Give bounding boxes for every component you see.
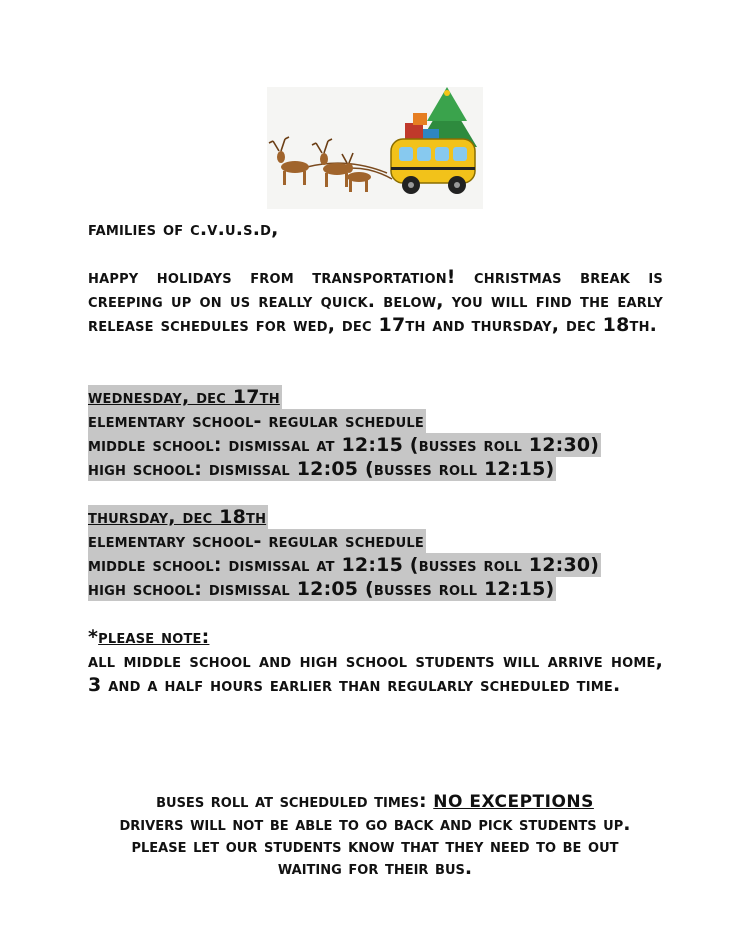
wednesday-schedule (88, 385, 663, 481)
wednesday-high: high school: dismissal 12:05 (busses roll 12:15) (88, 458, 555, 480)
thursday-middle: middle school: dismissal at 12:15 (busses roll 12:30) (88, 554, 600, 576)
wednesday-heading: wednesday, dec 17th (88, 386, 280, 408)
note-body: all middle school and high school students will arrive home, 3 and a half hours earlier than regularly scheduled time. (88, 650, 663, 696)
footer-notice (60, 790, 690, 879)
footer-line-1 (60, 790, 690, 813)
greeting: families of c.v.u.s.d, (88, 218, 279, 240)
footer-line-2: drivers will not be able to go back and pick students up. (119, 813, 631, 835)
intro-paragraph: happy holidays from transportation! christmas break is creeping up on us really quick. below, you will find the early release schedules for wed, dec 17th and thursday, dec 18th. (88, 266, 663, 336)
wednesday-middle: middle school: dismissal at 12:15 (busses roll 12:30) (88, 434, 600, 456)
reindeer-icon (269, 137, 309, 185)
thursday-heading: thursday, dec 18th (88, 506, 267, 528)
wednesday-elementary: elementary school- regular schedule (88, 410, 424, 432)
thursday-elementary: elementary school- regular schedule (88, 530, 424, 552)
note-heading (88, 625, 663, 649)
santa-sleigh-bus-illustration (267, 87, 483, 209)
thursday-high: high school: dismissal 12:05 (busses roll 12:15) (88, 578, 555, 600)
note-star: * (88, 626, 99, 648)
no-exceptions-text: NO EXCEPTIONS (433, 792, 594, 812)
footer-line-3: please let our students know that they need to be out (131, 835, 619, 857)
note-label: please note: (98, 626, 210, 648)
footer-line-1-prefix: buses roll at scheduled times: (156, 790, 434, 812)
sleigh-bus-icon (267, 87, 483, 209)
thursday-schedule (88, 505, 663, 601)
footer-line-4: waiting for their bus. (277, 857, 473, 879)
